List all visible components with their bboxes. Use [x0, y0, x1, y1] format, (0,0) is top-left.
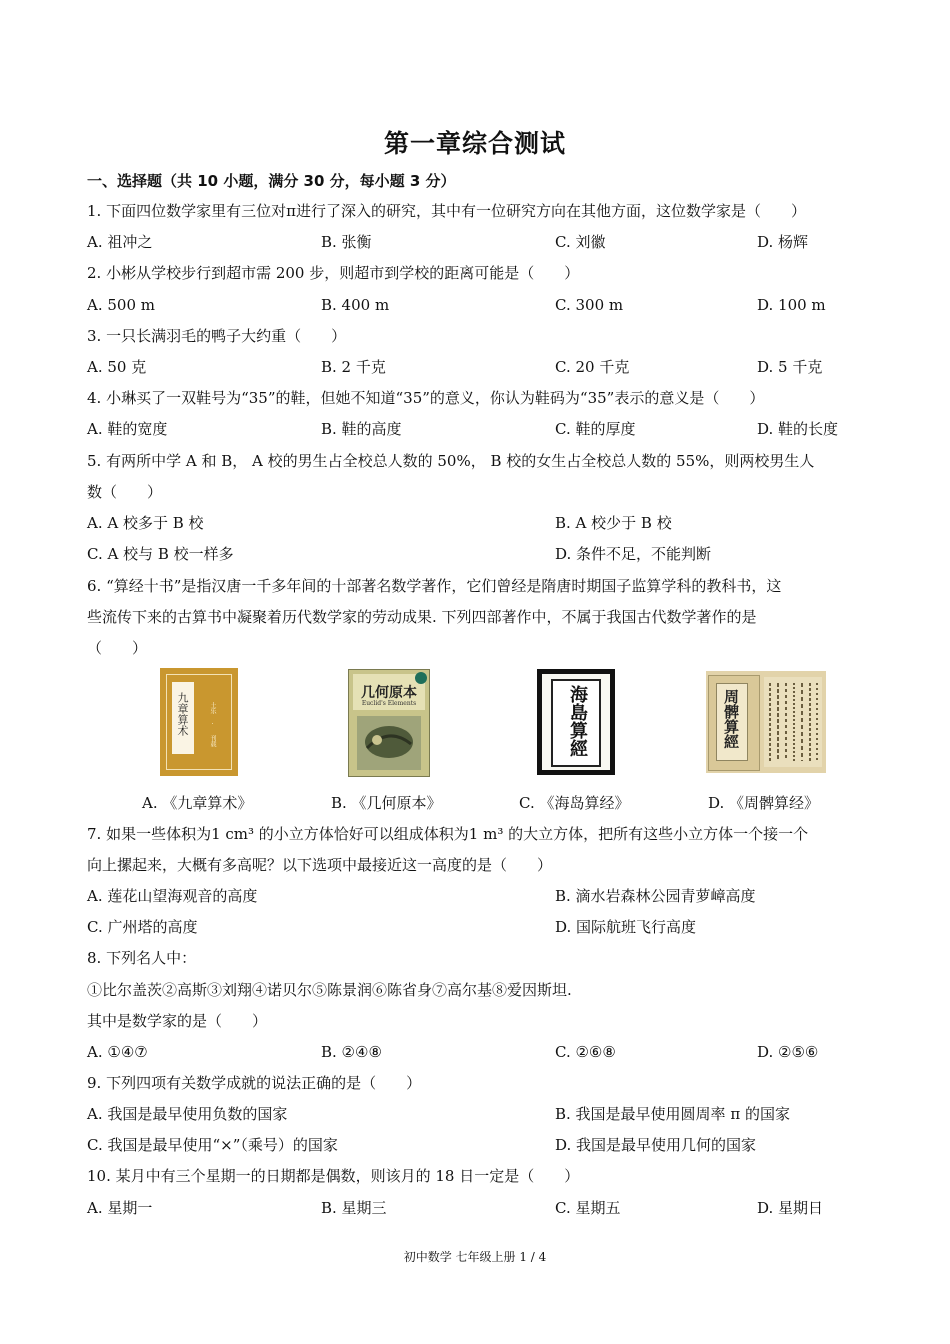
question-5-stem-line1: 5. 有两所中学 A 和 B， A 校的男生占全校总人数的 50%， B 校的女生占全校总人数的 55%，则两校男生人 [87, 452, 815, 470]
q7-option-d[interactable]: D. 国际航班飞行高度 [555, 918, 697, 936]
q6-option-d[interactable]: D. 《周髀算经》 [708, 794, 820, 812]
q1-option-d[interactable]: D. 杨辉 [757, 233, 809, 251]
question-8-stem-line2: ①比尔盖茨②高斯③刘翔④诺贝尔⑤陈景润⑥陈省身⑦高尔基⑧爱因斯坦. [87, 981, 572, 999]
book-cover-jiuzhang [160, 668, 238, 776]
q1-option-b[interactable]: B. 张衡 [321, 233, 372, 251]
book-a-title: 九章算术 [176, 692, 189, 736]
q10-option-b[interactable]: B. 星期三 [321, 1199, 387, 1217]
q4-option-b[interactable]: B. 鞋的高度 [321, 420, 402, 438]
question-6-stem-line3: （ ） [87, 639, 148, 657]
q3-option-a[interactable]: A. 50 克 [87, 358, 147, 376]
q8-option-b[interactable]: B. ②④⑧ [321, 1043, 382, 1061]
question-8-stem-line3: 其中是数学家的是（ ） [87, 1012, 268, 1030]
page-title: 第一章综合测试 [383, 129, 566, 158]
q3-option-c[interactable]: C. 20 千克 [555, 358, 630, 376]
q5-option-d[interactable]: D. 条件不足，不能判断 [555, 545, 712, 563]
q4-option-d[interactable]: D. 鞋的长度 [757, 420, 839, 438]
q4-option-c[interactable]: C. 鞋的厚度 [555, 420, 636, 438]
question-8-stem-line1: 8. 下列名人中： [87, 949, 197, 967]
question-3-stem: 3. 一只长满羽毛的鸭子大约重（ ） [87, 327, 347, 345]
q9-option-b[interactable]: B. 我国是最早使用圆周率 π 的国家 [555, 1105, 790, 1123]
book-c-title: 海島算經 [567, 685, 588, 757]
q5-option-a[interactable]: A. A 校多于 B 校 [87, 514, 204, 532]
q1-option-c[interactable]: C. 刘徽 [555, 233, 606, 251]
q7-option-a[interactable]: A. 莲花山望海观音的高度 [87, 887, 258, 905]
q10-option-c[interactable]: C. 星期五 [555, 1199, 621, 1217]
q7-option-b[interactable]: B. 滴水岩森林公园青萝嶂高度 [555, 887, 756, 905]
q8-option-d[interactable]: D. ②⑤⑥ [757, 1043, 819, 1061]
book-cover-zhoubi [706, 671, 826, 773]
book-cover-haidao [537, 669, 615, 775]
book-b-illustration [357, 716, 421, 770]
q6-option-b[interactable]: B. 《几何原本》 [331, 794, 442, 812]
book-b-title: 几何原本 [361, 685, 417, 701]
question-6-stem-line2: 些流传下来的古算书中凝聚着历代数学家的劳动成果. 下列四部著作中，不属于我国古代数学著作的是 [87, 608, 757, 626]
q3-option-b[interactable]: B. 2 千克 [321, 358, 386, 376]
q5-option-c[interactable]: C. A 校与 B 校一样多 [87, 545, 234, 563]
q9-option-a[interactable]: A. 我国是最早使用负数的国家 [87, 1105, 288, 1123]
q2-option-d[interactable]: D. 100 m [757, 296, 826, 314]
book-a-subtitle: 土乐 · 刊载 [209, 702, 216, 747]
q9-option-d[interactable]: D. 我国是最早使用几何的国家 [555, 1136, 757, 1154]
section-heading: 一、选择题（共 10 小题，满分 30 分，每小题 3 分） [87, 172, 456, 190]
q6-option-c[interactable]: C. 《海岛算经》 [519, 794, 630, 812]
q8-option-c[interactable]: C. ②⑥⑧ [555, 1043, 616, 1061]
q2-option-a[interactable]: A. 500 m [87, 296, 155, 314]
question-5-stem-line2: 数（ ） [87, 483, 163, 501]
question-6-stem-line1: 6. “算经十书”是指汉唐一千多年间的十部著名数学著作，它们曾经是隋唐时期国子监算学科的教科书，这 [87, 577, 782, 595]
book-b-subtitle: Euclid's Elements [361, 700, 417, 707]
q5-option-b[interactable]: B. A 校少于 B 校 [555, 514, 672, 532]
book-d-title: 周髀算經 [722, 689, 740, 749]
q1-option-a[interactable]: A. 祖冲之 [87, 233, 153, 251]
question-2-stem: 2. 小彬从学校步行到超市需 200 步，则超市到学校的距离可能是（ ） [87, 264, 580, 282]
q8-option-a[interactable]: A. ①④⑦ [87, 1043, 148, 1061]
question-7-stem-line1: 7. 如果一些体积为1 cm³ 的小立方体恰好可以组成体积为1 m³ 的大立方体，把所有这些小立方体一个接一个 [87, 825, 809, 843]
q10-option-a[interactable]: A. 星期一 [87, 1199, 153, 1217]
question-4-stem: 4. 小琳买了一双鞋号为“35”的鞋，但她不知道“35”的意义，你认为鞋码为“35”表示的意义是（ ） [87, 389, 765, 407]
q2-option-c[interactable]: C. 300 m [555, 296, 624, 314]
page-footer: 初中数学 七年级上册 1 / 4 [403, 1250, 547, 1264]
book-cover-jihe [348, 669, 430, 777]
q6-option-a[interactable]: A. 《九章算术》 [142, 794, 253, 812]
book-d-text-columns [764, 677, 822, 767]
q2-option-b[interactable]: B. 400 m [321, 296, 390, 314]
q10-option-d[interactable]: D. 星期日 [757, 1199, 824, 1217]
question-9-stem: 9. 下列四项有关数学成就的说法正确的是（ ） [87, 1074, 422, 1092]
q4-option-a[interactable]: A. 鞋的宽度 [87, 420, 168, 438]
q7-option-c[interactable]: C. 广州塔的高度 [87, 918, 198, 936]
q9-option-c[interactable]: C. 我国是最早使用“×”（乘号）的国家 [87, 1136, 338, 1154]
question-10-stem: 10. 某月中有三个星期一的日期都是偶数，则该月的 18 日一定是（ ） [87, 1167, 580, 1185]
question-7-stem-line2: 向上摞起来，大概有多高呢？以下选项中最接近这一高度的是（ ） [87, 856, 553, 874]
question-1-stem: 1. 下面四位数学家里有三位对π进行了深入的研究，其中有一位研究方向在其他方面，这位数学家是（ ） [87, 202, 806, 220]
q3-option-d[interactable]: D. 5 千克 [757, 358, 823, 376]
